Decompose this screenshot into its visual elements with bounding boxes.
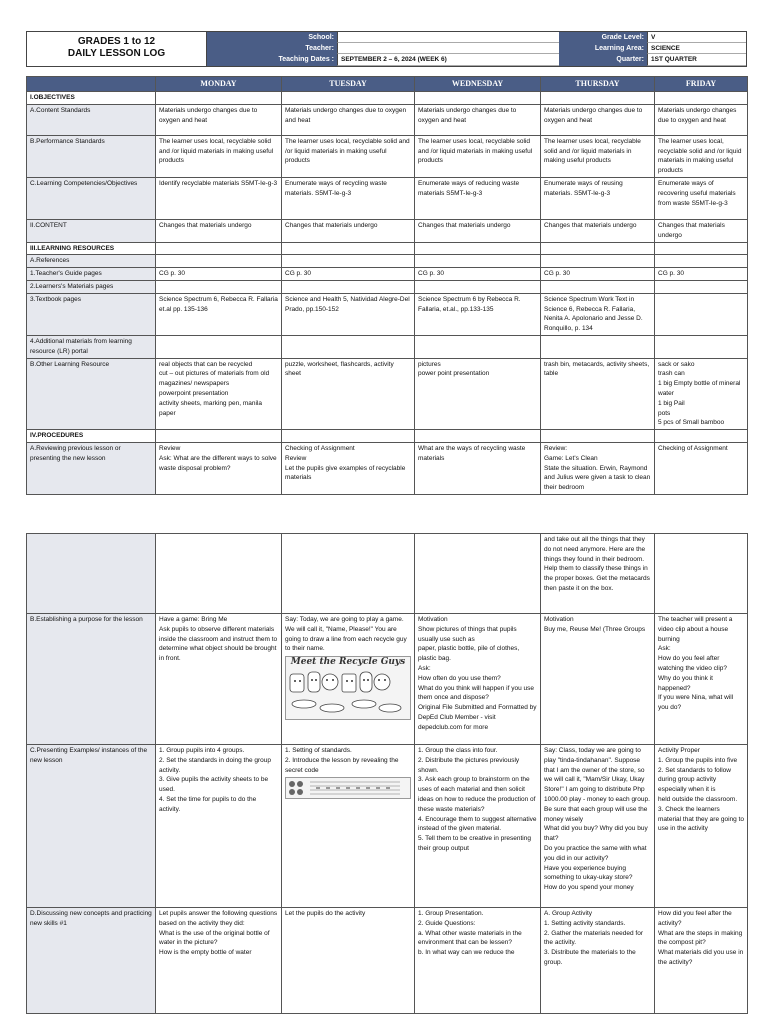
wednesday-cell-text: 1. Group the class into four. 2. Distribute the pictures previously shown. 3. Ask each group to brainstorm on the uses of each material and then solicit ideas on how to reduce the production of these waste materials? 4. Encourage them to suggest alternative instead of the given material. 5. Tell them to be creative in presenting their group output — [418, 747, 537, 852]
monday-cell-text: Review Ask: What are the different ways to solve waste disposal problem? — [159, 444, 277, 472]
day-header-wednesday: WEDNESDAY — [415, 77, 541, 92]
wednesday-cell-text: Motivation Show pictures of things that pupils usually use such as paper, plastic bottle, pile of clothes, plastic bag. Ask: How often do you use them? What do you think will happen if you use them once and dispose? Original File Submitted and Formatted by DepEd Club Member - visit depedclub.com for more — [418, 616, 537, 731]
secret-code-image — [285, 777, 411, 799]
quarter-label: Quarter: — [559, 54, 647, 66]
lesson-log-table-page-1 — [26, 76, 748, 495]
wednesday-cell — [415, 430, 541, 443]
row-3-textbook-pages — [27, 293, 748, 335]
monday-cell-text: real objects that can be recycled cut – out pictures of materials from old magazines/ newspapers powerpoint presentation activity sheets, marking pen, manila paper — [159, 360, 270, 417]
tuesday-cell-text: Enumerate ways of recycling waste materials. S5MT-Ie-g-3 — [285, 179, 387, 197]
thursday-cell-text: Review: Game: Let's Clean State the situation. Erwin, Raymond and Julius were given a task to clean their bedroom — [544, 444, 651, 492]
row-4-additional-materials-from-learning-res — [27, 335, 748, 358]
wednesday-cell — [415, 534, 541, 614]
thursday-cell-text: Science Spectrum Work Text in Science 6, Rebecca R. Fallaria, Nenita A. Apolonario and Jesse D. Ronquillo, p. 134 — [544, 295, 643, 333]
monday-cell-text: Identify recyclable materials S5MT-Ie-g-3 — [159, 179, 278, 187]
day-header-blank — [27, 77, 156, 92]
row-label-blank — [27, 534, 156, 614]
tuesday-cell — [282, 358, 415, 430]
tuesday-cell — [282, 255, 415, 268]
thursday-cell — [541, 177, 655, 219]
tuesday-cell — [282, 430, 415, 443]
friday-cell-text: Materials undergo changes due to oxygen and heat — [658, 106, 737, 124]
thursday-cell-text: Say: Class, today we are going to play "tinda-tindahanan". Suppose that I am the owner of the store, so we will call it, "Mam/Sir Ukay, Ukay Store!" I am going to distribute Php 1000.00 play - money to each group. Be sure that each group will use the money wisely What did you buy? Why did you buy that? Do you practice the same with what you did in our activity? Have you experience buying something to ukay-ukay store? How do you spend your money — [544, 747, 650, 892]
wednesday-cell — [415, 177, 541, 219]
thursday-cell — [541, 293, 655, 335]
row-iv-procedures — [27, 430, 748, 443]
tuesday-cell-text: The learner uses local, recyclable solid and /or liquid materials in making useful products — [285, 137, 410, 165]
row-2-learners-s-materials-pages — [27, 280, 748, 293]
row-label-iii-learning-resources: III.LEARNING RESOURCES — [27, 242, 156, 255]
tuesday-cell-text: Science and Health 5, Natividad Alegre-Del Prado, pp.150-152 — [285, 295, 410, 313]
friday-cell-text: Activity Proper 1. Group the pupils into five 2. Set standards to follow during group activity especially when it is held outside the classroom. 3. Check the learners material that they are going to use in the activity — [658, 747, 744, 833]
day-header-tuesday: TUESDAY — [282, 77, 415, 92]
friday-cell-text: Checking of Assignment — [658, 444, 728, 452]
monday-cell-text: Science Spectrum 6, Rebecca R. Fallaria et.al pp. 135-136 — [159, 295, 278, 313]
tuesday-cell-text: 1. Setting of standards. 2. Introduce the lesson by revealing the secret code — [285, 747, 399, 774]
wednesday-cell — [415, 280, 541, 293]
monday-cell — [156, 104, 282, 135]
wednesday-cell — [415, 268, 541, 281]
wednesday-cell-text: The learner uses local, recyclable solid and /or liquid materials in making useful products — [418, 137, 533, 165]
tuesday-cell — [282, 614, 415, 745]
tuesday-cell — [282, 268, 415, 281]
row-label-d-discussing-new-concepts-and-practicing: D.Discussing new concepts and practicing new skills #1 — [27, 908, 156, 1014]
school-label: School: — [207, 32, 337, 43]
thursday-cell — [541, 219, 655, 242]
tuesday-cell — [282, 280, 415, 293]
recycle-guys-title: Meet the Recycle Guys — [290, 657, 406, 668]
row-label-b-other-learning-resource: B.Other Learning Resource — [27, 358, 156, 430]
wednesday-cell-text: 1. Group Presentation. 2. Guide Questions: a. What other waste materials in the environment that can be lessen? b. In what way can we reduce the — [418, 910, 522, 957]
thursday-cell — [541, 442, 655, 494]
tuesday-cell — [282, 908, 415, 1014]
lesson-log-table-page-2 — [26, 533, 748, 1014]
wednesday-cell-text: Enumerate ways of reducing waste materials S5MT-Ie-g-3 — [418, 179, 520, 197]
friday-cell — [655, 614, 748, 745]
school-value[interactable] — [337, 32, 559, 43]
wednesday-cell — [415, 745, 541, 908]
wednesday-cell-text: CG p. 30 — [418, 270, 445, 278]
day-header-row — [27, 77, 748, 92]
friday-cell-text: How did you feel after the activity? What are the steps in making the compost pit? What materials did you use in the activity? — [658, 910, 744, 966]
wednesday-cell — [415, 92, 541, 105]
monday-cell — [156, 92, 282, 105]
friday-cell-text: CG p. 30 — [658, 270, 685, 278]
wednesday-cell — [415, 242, 541, 255]
day-header-monday: MONDAY — [156, 77, 282, 92]
monday-cell — [156, 745, 282, 908]
friday-cell — [655, 92, 748, 105]
friday-cell — [655, 293, 748, 335]
row-label-a-references: A.References — [27, 255, 156, 268]
thursday-cell-text: Changes that materials undergo — [544, 221, 637, 229]
monday-cell — [156, 177, 282, 219]
friday-cell — [655, 358, 748, 430]
friday-cell — [655, 908, 748, 1014]
recycle-guys-image — [285, 656, 411, 720]
thursday-cell — [541, 242, 655, 255]
thursday-cell-text: Motivation Buy me, Reuse Me! (Three Groups — [544, 616, 646, 633]
friday-cell — [655, 255, 748, 268]
friday-cell-text: The teacher will present a video clip about a house burning Ask: How do you feel after watching the video clip? Why do you think it happened? If you were Nina, what will you do? — [658, 616, 734, 712]
monday-cell — [156, 268, 282, 281]
teacher-label: Teacher: — [207, 43, 337, 54]
tuesday-cell — [282, 104, 415, 135]
friday-cell — [655, 442, 748, 494]
monday-cell-text: Materials undergo changes due to oxygen and heat — [159, 106, 258, 124]
friday-cell — [655, 104, 748, 135]
friday-cell — [655, 280, 748, 293]
title-line-1: GRADES 1 to 12 — [77, 36, 156, 47]
wednesday-cell — [415, 442, 541, 494]
thursday-cell — [541, 614, 655, 745]
wednesday-cell-text: Materials undergo changes due to oxygen and heat — [418, 106, 517, 124]
row-label-b-performance-standards: B.Performance Standards — [27, 135, 156, 177]
tuesday-cell — [282, 442, 415, 494]
tuesday-cell — [282, 92, 415, 105]
monday-cell-text: Let pupils answer the following questions based on the activity they did: What is the use of the original bottle of water in the picture? How is the empty bottle of water — [159, 910, 278, 957]
row-d-discussing-new-concepts-and-practicing — [27, 908, 748, 1014]
thursday-cell — [541, 430, 655, 443]
row-b-performance-standards — [27, 135, 748, 177]
row-label-c-learning-competencies-objectives: C.Learning Competencies/Objectives — [27, 177, 156, 219]
wednesday-cell — [415, 614, 541, 745]
row-b-other-learning-resource — [27, 358, 748, 430]
wednesday-cell-text: Science Spectrum 6 by Rebecca R. Fallaria, et.al., pp.133-135 — [418, 295, 521, 313]
row-label-ii-content: II.CONTENT — [27, 219, 156, 242]
learning-area-value[interactable]: SCIENCE — [647, 43, 746, 54]
wednesday-cell — [415, 908, 541, 1014]
row-a-references — [27, 255, 748, 268]
wednesday-cell — [415, 335, 541, 358]
title-line-2: DAILY LESSON LOG — [67, 48, 166, 59]
row-iii-learning-resources — [27, 242, 748, 255]
friday-cell — [655, 177, 748, 219]
friday-cell-text: sack or sako trash can 1 big Empty bottle of mineral water 1 big Pail pots 5 pcs of Small bamboo — [658, 360, 741, 427]
day-header-friday: FRIDAY — [655, 77, 748, 92]
friday-cell — [655, 534, 748, 614]
tuesday-cell — [282, 177, 415, 219]
tuesday-cell — [282, 293, 415, 335]
monday-cell-text: Have a game: Bring Me Ask pupils to observe different materials inside the classroom and instruct them to determine what object should be brought in front. — [159, 616, 278, 663]
tuesday-cell-text: Materials undergo changes due to oxygen and heat — [285, 106, 407, 124]
friday-cell — [655, 745, 748, 908]
thursday-cell-text: A. Group Activity 1. Setting activity standards. 2. Gather the materials needed for the activity. 3. Distribute the materials to the group. — [544, 910, 644, 966]
thursday-cell — [541, 268, 655, 281]
row-label-b-establishing-a-purpose-for-the-lesson: B.Establishing a purpose for the lesson — [27, 614, 156, 745]
monday-cell — [156, 219, 282, 242]
row-i-objectives — [27, 92, 748, 105]
friday-cell-text: Enumerate ways of recovering useful materials from waste S5MT-Ie-g-3 — [658, 179, 736, 207]
thursday-cell-text: trash bin, metacards, activity sheets, table — [544, 360, 650, 378]
thursday-cell — [541, 335, 655, 358]
monday-cell — [156, 442, 282, 494]
friday-cell — [655, 219, 748, 242]
wednesday-cell — [415, 135, 541, 177]
wednesday-cell — [415, 358, 541, 430]
monday-cell-text: CG p. 30 — [159, 270, 186, 278]
monday-cell-text: The learner uses local, recyclable solid and /or liquid materials in making useful products — [159, 137, 274, 165]
friday-cell — [655, 135, 748, 177]
thursday-cell-text: and take out all the things that they do not need anymore. Here are the things they found in their bedroom. Help them to classify these things in the proper boxes. Get the metacards then paste it on the box. — [544, 536, 650, 592]
wednesday-cell-text: What are the ways of recycling waste materials — [418, 444, 526, 462]
thursday-cell — [541, 255, 655, 268]
thursday-cell — [541, 104, 655, 135]
tuesday-cell — [282, 335, 415, 358]
row-label-a-content-standards: A.Content Standards — [27, 104, 156, 135]
quarter-value[interactable]: 1ST QUARTER — [647, 54, 746, 66]
row-label-iv-procedures: IV.PROCEDURES — [27, 430, 156, 443]
monday-cell — [156, 534, 282, 614]
monday-cell — [156, 614, 282, 745]
thursday-cell — [541, 534, 655, 614]
document-title — [27, 32, 207, 66]
learning-area-label: Learning Area: — [559, 43, 647, 54]
friday-cell-text: The learner uses local, recyclable solid and /or liquid materials in making useful products — [658, 137, 742, 175]
wednesday-cell — [415, 293, 541, 335]
wednesday-cell — [415, 219, 541, 242]
wednesday-cell — [415, 255, 541, 268]
tuesday-cell — [282, 242, 415, 255]
monday-cell — [156, 908, 282, 1014]
monday-cell — [156, 280, 282, 293]
thursday-cell — [541, 745, 655, 908]
lesson-log-header — [26, 31, 747, 67]
row-label-3-textbook-pages: 3.Textbook pages — [27, 293, 156, 335]
thursday-cell-text: CG p. 30 — [544, 270, 571, 278]
row-label-c-presenting-examples-instances-of-the-n: C.Presenting Examples/ instances of the new lesson — [27, 745, 156, 908]
monday-cell — [156, 242, 282, 255]
tuesday-cell — [282, 534, 415, 614]
tuesday-cell-text: Let the pupils do the activity — [285, 910, 366, 917]
teacher-value[interactable] — [337, 43, 559, 54]
row-a-content-standards — [27, 104, 748, 135]
thursday-cell — [541, 908, 655, 1014]
row-label-2-learners-s-materials-pages: 2.Learners's Materials pages — [27, 280, 156, 293]
monday-cell — [156, 335, 282, 358]
thursday-cell-text: Enumerate ways of reusing materials. S5MT-Ie-g-3 — [544, 179, 623, 197]
monday-cell — [156, 135, 282, 177]
row-b-establishing-a-purpose-for-the-lesson — [27, 614, 748, 745]
friday-cell-text: Changes that materials undergo — [658, 221, 725, 239]
row-a-reviewing-previous-lesson-or-presentin — [27, 442, 748, 494]
friday-cell — [655, 335, 748, 358]
wednesday-cell — [415, 104, 541, 135]
friday-cell — [655, 430, 748, 443]
tuesday-cell — [282, 219, 415, 242]
monday-cell — [156, 293, 282, 335]
tuesday-cell-text: Changes that materials undergo — [285, 221, 378, 229]
monday-cell — [156, 430, 282, 443]
thursday-cell — [541, 92, 655, 105]
row-label-4-additional-materials-from-learning-res: 4.Additional materials from learning resource (LR) portal — [27, 335, 156, 358]
grade-level-value[interactable]: V — [647, 32, 746, 43]
recycle-guys-icon — [286, 668, 404, 716]
row-c-learning-competencies-objectives — [27, 177, 748, 219]
row-c-presenting-examples-instances-of-the-n — [27, 745, 748, 908]
dates-value[interactable]: SEPTEMBER 2 – 6, 2024 (WEEK 6) — [337, 54, 559, 66]
secret-code-icon — [286, 778, 404, 798]
tuesday-cell-text: Say: Today, we are going to play a game. We will call it, "Name, Please!" You are going to draw a line from each recycle guy to their name. — [285, 616, 407, 653]
row-label-i-objectives: I.OBJECTIVES — [27, 92, 156, 105]
wednesday-cell-text: pictures power point presentation — [418, 360, 490, 378]
tuesday-cell — [282, 745, 415, 908]
thursday-cell — [541, 280, 655, 293]
thursday-cell-text: The learner uses local, recyclable solid and /or liquid materials in making useful products — [544, 137, 641, 165]
monday-cell-text: 1. Group pupils into 4 groups. 2. Set the standards in doing the group activity. 3. Give pupils the activity sheets to be used. 4. Set the time for pupils to do the activity. — [159, 747, 272, 813]
friday-cell — [655, 268, 748, 281]
monday-cell-text: Changes that materials undergo — [159, 221, 252, 229]
tuesday-cell-text: CG p. 30 — [285, 270, 312, 278]
tuesday-cell — [282, 135, 415, 177]
row-ii-content — [27, 219, 748, 242]
row-label-a-reviewing-previous-lesson-or-presentin: A.Reviewing previous lesson or presenting the new lesson — [27, 442, 156, 494]
thursday-cell — [541, 135, 655, 177]
grade-level-label: Grade Level: — [559, 32, 647, 43]
thursday-cell — [541, 358, 655, 430]
thursday-cell-text: Materials undergo changes due to oxygen and heat — [544, 106, 643, 124]
monday-cell — [156, 358, 282, 430]
row-label-1-teacher-s-guide-pages: 1.Teacher's Guide pages — [27, 268, 156, 281]
day-header-thursday: THURSDAY — [541, 77, 655, 92]
monday-cell — [156, 255, 282, 268]
wednesday-cell-text: Changes that materials undergo — [418, 221, 511, 229]
row-blank — [27, 534, 748, 614]
tuesday-cell-text: puzzle, worksheet, flashcards, activity sheet — [285, 360, 394, 378]
dates-label: Teaching Dates : — [207, 54, 337, 66]
friday-cell — [655, 242, 748, 255]
tuesday-cell-text: Checking of Assignment Review Let the pupils give examples of recyclable materials — [285, 444, 406, 482]
row-1-teacher-s-guide-pages — [27, 268, 748, 281]
